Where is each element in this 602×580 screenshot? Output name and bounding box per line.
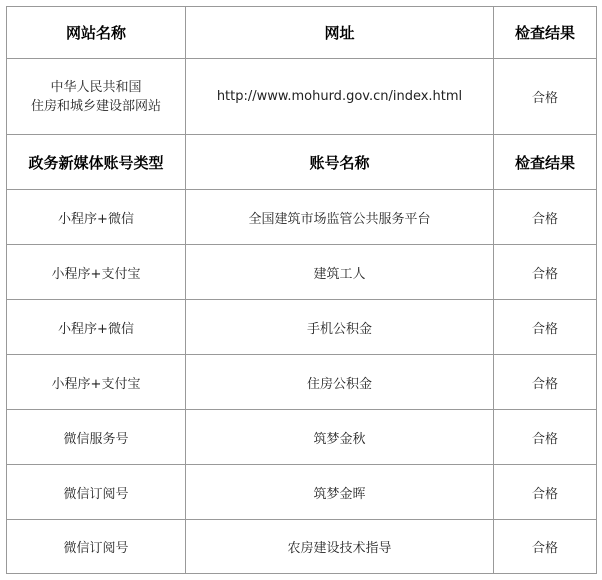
website-header-row (7, 7, 597, 59)
account-type-cell: 微信订阅号 (7, 465, 186, 520)
header-url: 网址 (186, 7, 494, 59)
table-row (7, 520, 597, 574)
account-result-cell: 合格 (494, 355, 597, 410)
header-check-result-2: 检查结果 (494, 135, 597, 190)
website-name-line1: 中华人民共和国 (50, 79, 142, 95)
account-name-cell: 手机公积金 (186, 300, 494, 355)
website-result-cell: 合格 (494, 59, 597, 135)
table-row (7, 410, 597, 465)
account-result-cell: 合格 (494, 410, 597, 465)
account-type-cell: 微信服务号 (7, 410, 186, 465)
account-result-cell: 合格 (494, 520, 597, 574)
account-name-cell: 全国建筑市场监管公共服务平台 (186, 190, 494, 245)
header-account-name: 账号名称 (186, 135, 494, 190)
account-type-cell: 小程序+支付宝 (7, 245, 186, 300)
account-name-cell: 农房建设技术指导 (186, 520, 494, 574)
table-row (7, 355, 597, 410)
account-header-row (7, 135, 597, 190)
account-result-cell: 合格 (494, 300, 597, 355)
account-name-cell: 筑梦金晖 (186, 465, 494, 520)
account-type-cell: 小程序+微信 (7, 300, 186, 355)
account-type-cell: 小程序+微信 (7, 190, 186, 245)
table-row (7, 300, 597, 355)
account-result-cell: 合格 (494, 245, 597, 300)
website-url-cell: http://www.mohurd.gov.cn/index.html (186, 59, 494, 135)
website-row (7, 59, 597, 135)
website-name-cell (7, 59, 186, 135)
account-result-cell: 合格 (494, 190, 597, 245)
header-website-name: 网站名称 (7, 7, 186, 59)
account-name-cell: 住房公积金 (186, 355, 494, 410)
inspection-results-table (6, 6, 597, 574)
header-account-type: 政务新媒体账号类型 (7, 135, 186, 190)
table-row (7, 465, 597, 520)
website-name-line2: 住房和城乡建设部网站 (30, 98, 161, 114)
account-result-cell: 合格 (494, 465, 597, 520)
account-type-cell: 小程序+支付宝 (7, 355, 186, 410)
account-name-cell: 建筑工人 (186, 245, 494, 300)
account-type-cell: 微信订阅号 (7, 520, 186, 574)
table-row (7, 190, 597, 245)
table-row (7, 245, 597, 300)
header-check-result: 检查结果 (494, 7, 597, 59)
account-name-cell: 筑梦金秋 (186, 410, 494, 465)
